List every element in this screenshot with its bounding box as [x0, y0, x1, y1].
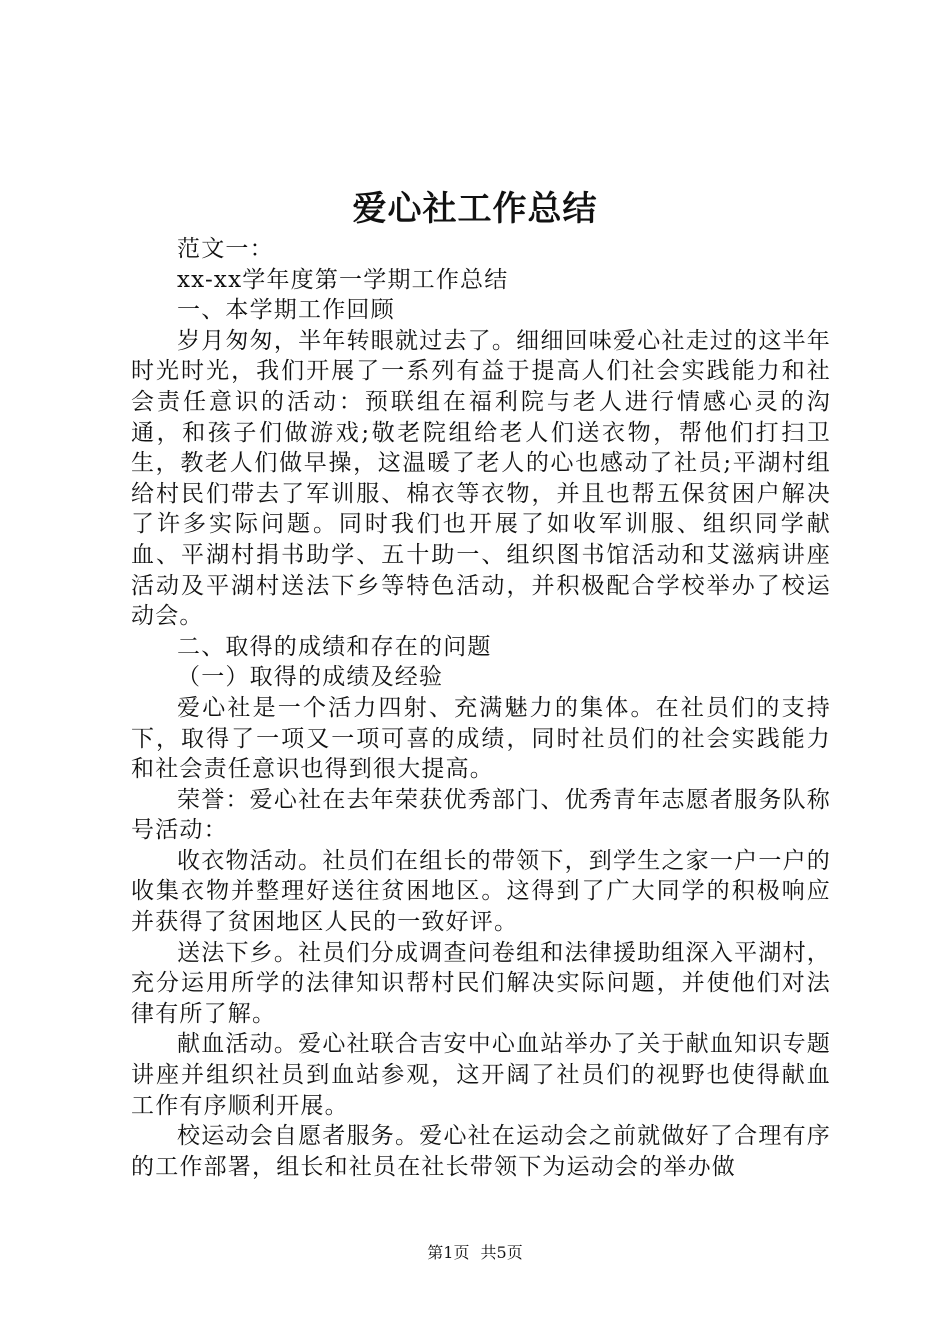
paragraph: 岁月匆匆，半年转眼就过去了。细细回味爱心社走过的这半年时光时光，我们开展了一系列有益于提高人们社会实践能力和社会责任意识的活动：预联组在福利院与老人进行情感心灵的沟通，和孩子们做游戏;敬老院组给老人们送衣物，帮他们打扫卫生，教老人们做早操，这温暖了老人的心也感动了社员;平湖村组给村民们带去了军训服、棉衣等衣物，并且也帮五保贫困户解决了许多实际问题。同时我们也开展了如收军训服、组织同学献血、平湖村捐书助学、五十助一、组织图书馆活动和艾滋病讲座活动及平湖村送法下乡等特色活动，并积极配合学校举办了校运动会。 — [131, 327, 831, 630]
paragraph: 二、取得的成绩和存在的问题 — [177, 633, 492, 660]
document-body — [131, 234, 831, 1182]
paragraph: 范文一： — [177, 236, 274, 262]
paragraph: 献血活动。爱心社联合吉安中心血站举办了关于献血知识专题讲座并组织社员到血站参观，这开阔了社员们的视野也使得献血工作有序顺利开展。 — [131, 1031, 831, 1119]
page-number: 第1页 — [427, 1243, 470, 1262]
paragraph: 收衣物活动。社员们在组长的带领下，到学生之家一户一户的收集衣物并整理好送往贫困地区。这得到了广大同学的积极响应并获得了贫困地区人民的一致好评。 — [131, 847, 831, 936]
paragraph: 送法下乡。社员们分成调查问卷组和法律援助组深入平湖村，充分运用所学的法律知识帮村民们解决实际问题，并使他们对法律有所了解。 — [131, 939, 831, 1027]
page-footer — [0, 1242, 950, 1264]
paragraph: （一）取得的成绩及经验 — [177, 664, 444, 691]
paragraph: 荣誉：爱心社在去年荣获优秀部门、优秀青年志愿者服务队称号活动： — [131, 786, 831, 844]
document-title: 爱心社工作总结 — [352, 189, 598, 229]
paragraph: 一、本学期工作回顾 — [177, 297, 395, 324]
page-total: 共5页 — [480, 1243, 523, 1262]
paragraph: xx-xx学年度第一学期工作总结 — [177, 266, 509, 293]
paragraph: 校运动会自愿者服务。爱心社在运动会之前就做好了合理有序的工作部署，组长和社员在社长带领下为运动会的举办做 — [131, 1123, 831, 1180]
paragraph: 爱心社是一个活力四射、充满魅力的集体。在社员们的支持下，取得了一项又一项可喜的成绩，同时社员们的社会实践能力和社会责任意识也得到很大提高。 — [131, 694, 831, 783]
